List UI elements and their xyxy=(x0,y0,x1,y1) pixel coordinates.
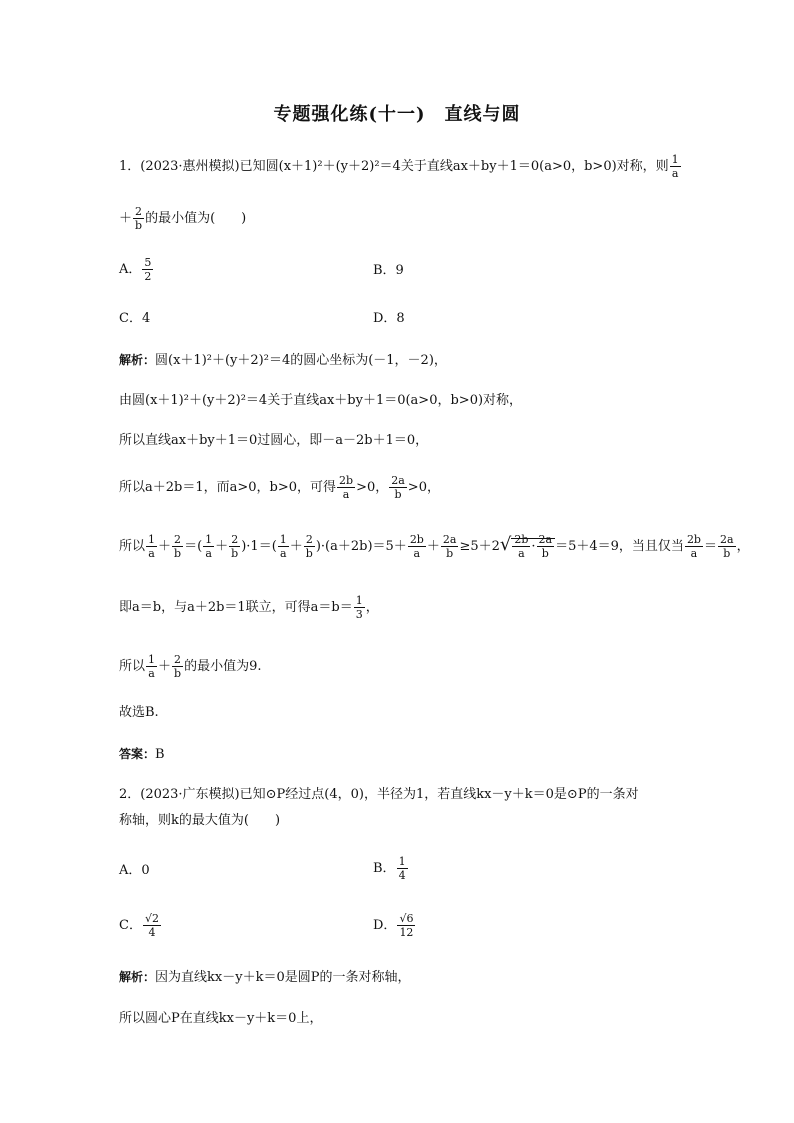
q1-stem-text: 1．(2023·惠州模拟)已知圆(x＋1)²＋(y＋2)²＝4关于直线ax＋by＋1＝0(a>0，b>0)对称，则 xyxy=(119,159,669,174)
q1-fraction-2-over-b: $\frac{2}{b}$ xyxy=(135,205,143,232)
q1-solution-line3: 所以直线ax＋by＋1＝0过圆心，即－a－2b＋1＝0， xyxy=(119,433,429,448)
q2-option-d: D． $\frac{√6}{12}$ xyxy=(373,912,414,939)
q2-option-b: B． $\frac{1}{4}$ xyxy=(373,855,406,882)
q1-solution-line1: 解析：圆(x＋1)²＋(y＋2)²＝4的圆心坐标为(－1，－2)， xyxy=(119,353,447,368)
q2-solution-line1: 解析：因为直线kx－y＋k＝0是圆P的一条对称轴， xyxy=(119,970,411,985)
q1-option-a: A． $\frac{5}{2}$ xyxy=(119,256,152,283)
q2-stem-line1: 2．(2023·广东模拟)已知⊙P经过点(4，0)，半径为1，若直线kx－y＋k＝0是⊙P的一条对 xyxy=(119,787,639,802)
q2-solution-line2: 所以圆心P在直线kx－y＋k＝0上， xyxy=(119,1011,323,1026)
answer-label: 答案： xyxy=(119,747,156,761)
q1-fraction-1-over-a: $\frac{1}{a}$ xyxy=(671,153,679,180)
solution-label: 解析： xyxy=(119,970,156,984)
page-title: 专题强化练(十一) 直线与圆 xyxy=(273,104,521,125)
solution-label: 解析： xyxy=(119,353,156,367)
q1-option-b: B．9 xyxy=(373,263,404,278)
q2-option-a: A．0 xyxy=(119,863,150,878)
q1-solution-line2: 由圆(x＋1)²＋(y＋2)²＝4关于直线ax＋by＋1＝0(a>0，b>0)对称， xyxy=(119,393,523,408)
q1-stem-line2: ＋ $\frac{2}{b}$ 的最小值为( ) xyxy=(119,205,247,232)
q1-solution-line7: 所以 $\frac{1}{a}$ ＋ $\frac{2}{b}$ 的最小值为9. xyxy=(119,653,262,680)
q2-stem-line2: 称轴，则k的最大值为( ) xyxy=(119,813,281,828)
q1-solution-line6: 即a＝b，与a＋2b＝1联立，可得a＝b＝ $\frac{1}{3}$ ， xyxy=(119,594,379,621)
q1-stem-line1 xyxy=(119,153,682,180)
q1-option-c: C．4 xyxy=(119,311,151,326)
q1-option-d: D．8 xyxy=(373,311,405,326)
q1-answer: 答案：B xyxy=(119,747,165,762)
q2-option-c: C． $\frac{√2}{4}$ xyxy=(119,912,159,939)
q1-solution-line5: 所以 $\frac{1}{a}$ ＋ $\frac{2}{b}$ ＝( $\frac{1}{a}$ ＋ $\frac{2}{b}$ )·1＝( $\frac{1}{a}$ ＋ $\frac{2}{b}$ )·(a＋2b)＝5＋ $\frac{2b}{a}$ ＋ $\frac{2a}{b}$ ≥5＋2√ $\frac{2b}{a}$ · $\frac{2a}{b}$ ＝5＋4＝9，当且仅当 $\frac{2b}{a}$ ＝ $\frac{2a}{b}$ ， xyxy=(119,533,750,560)
q1-solution-line8: 故选B. xyxy=(119,705,159,720)
q1-solution-line4: 所以a＋2b＝1，而a>0，b>0，可得 $\frac{2b}{a}$ >0， $\frac{2a}{b}$ >0， xyxy=(119,474,440,501)
